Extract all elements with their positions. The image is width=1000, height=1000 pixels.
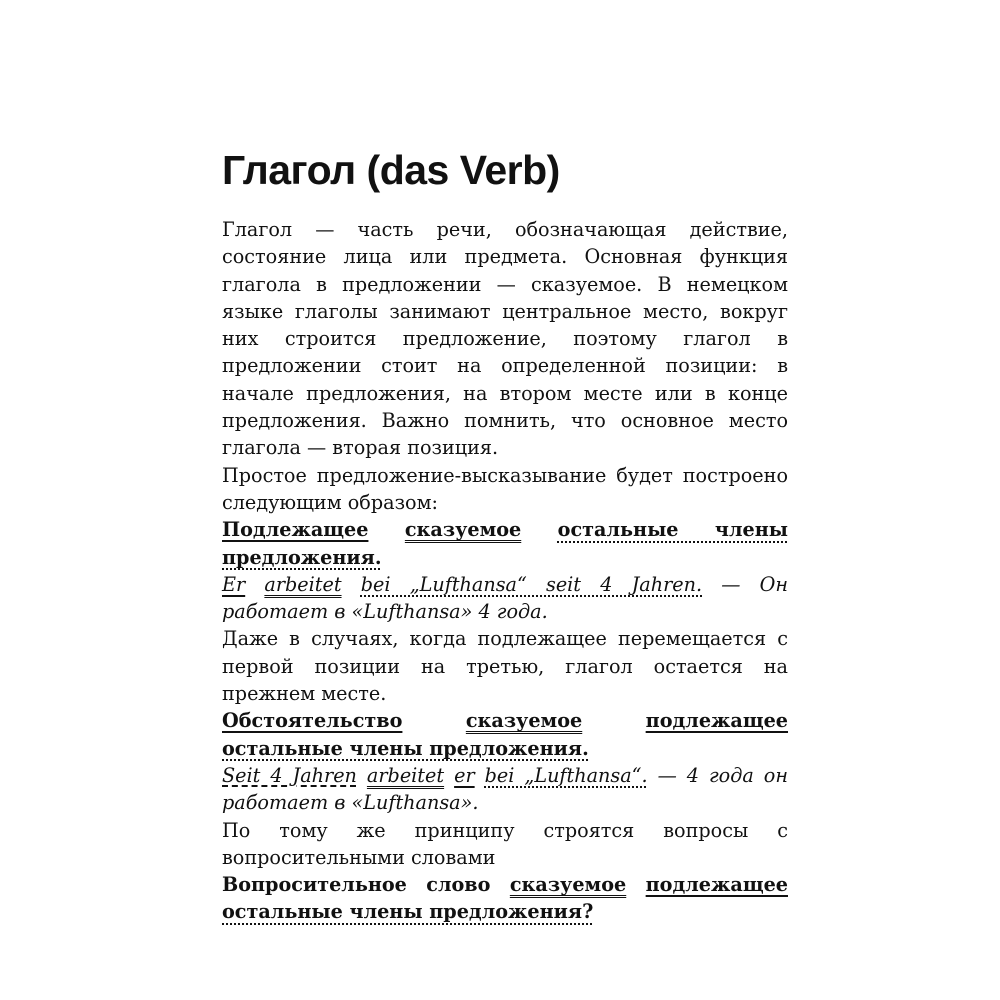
questions-paragraph: По тому же принципу строятся вопросы с вопросительными словами (222, 818, 788, 869)
scheme1-subject: Подлежащее (222, 518, 369, 542)
example2-predicate: arbeitet (366, 763, 445, 787)
example1-translation: — Он работает в «Lufthansa» 4 года. (222, 572, 788, 624)
example2-rest: bei „Lufthansa“. (484, 763, 648, 787)
scheme2-predicate: сказуемое (465, 709, 583, 733)
page-title: Глагол (das Verb) (222, 147, 560, 193)
example-2 (222, 762, 788, 817)
scheme3-subject: подлежащее (645, 873, 788, 897)
scheme-question (222, 871, 788, 926)
scheme1-rest: остальные члены предложения. (222, 518, 788, 569)
scheme3-rest: остальные члены предложения? (222, 900, 594, 924)
example2-translation: — 4 года он работает в «Lufthansa». (222, 763, 788, 815)
scheme-adverbial-predicate-subject (222, 707, 788, 762)
subject-moves-paragraph: Даже в случаях, когда подлежащее перемещается с первой позиции на третью, глагол остается на прежнем месте. (222, 627, 788, 706)
example1-rest: bei „Lufthansa“ seit 4 Jahren. (360, 572, 703, 596)
scheme2-adverbial: Обстоятельство (222, 709, 403, 733)
example2-subject: er (454, 763, 475, 787)
scheme-subject-predicate (222, 516, 788, 571)
example1-predicate: arbeitet (264, 572, 342, 596)
text-column (222, 138, 788, 926)
scheme1-predicate: сказуемое (404, 518, 522, 542)
scheme3-predicate: сказуемое (509, 873, 627, 897)
example-1 (222, 571, 788, 626)
scheme2-rest: остальные члены предложения. (222, 736, 589, 760)
example1-subject: Er (222, 572, 246, 596)
intro-paragraph: Глагол — часть речи, обозначающая действие, состояние лица или предмета. Основная функция глагола в предложении — сказуемое. В немецком языке глаголы занимают центральное место, вокруг них строится предложение, поэтому глагол в предложении стоит на определенной позиции: в начале предложения, на втором месте или в конце предложения. Важно помнить, что основное место глагола — вторая позиция. (222, 218, 788, 460)
scheme2-subject: подлежащее (645, 709, 789, 733)
simple-sentence-paragraph: Простое предложение-высказывание будет построено следующим образом: (222, 463, 788, 514)
example2-adverbial: Seit 4 Jahren (222, 763, 357, 787)
scheme3-question-word: Вопросительное слово (222, 873, 491, 897)
